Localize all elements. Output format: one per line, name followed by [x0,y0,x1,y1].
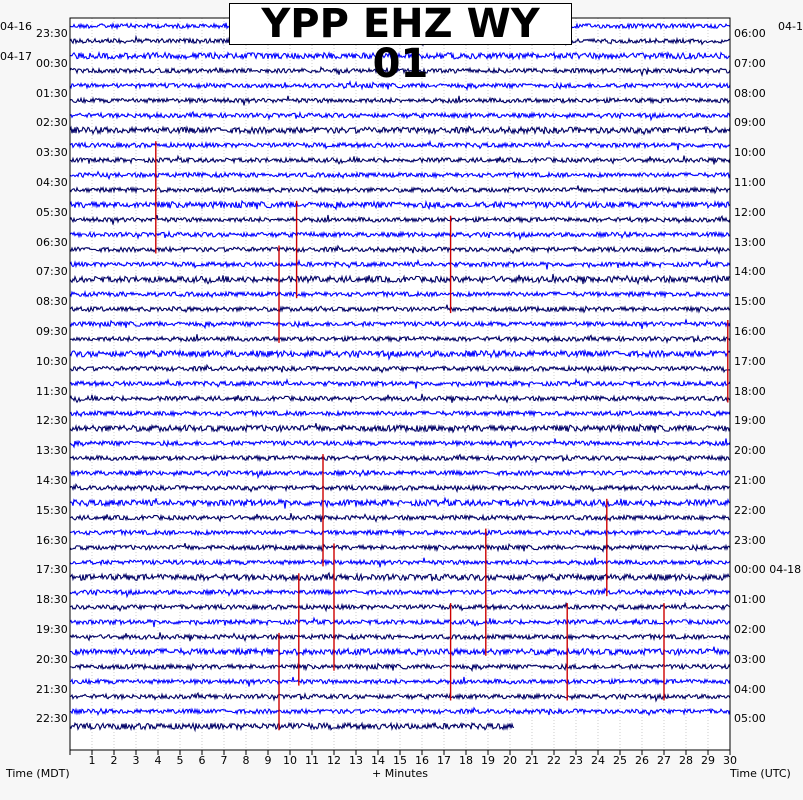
x-tick-label: 21 [525,754,539,767]
left-time-label: 00:30 [36,56,68,70]
left-axis-title: Time (MDT) [6,767,70,780]
right-time-label: 04:00 [734,682,766,696]
right-time-label: 18:00 [734,384,766,398]
left-time-label: 16:30 [36,533,68,547]
right-time-label: 02:00 [734,623,766,636]
left-time-label: 05:30 [36,205,68,219]
left-date-label-second: 04-17 [0,50,32,63]
left-time-label: 14:30 [36,474,68,487]
right-time-label: 14:00 [734,265,766,279]
x-tick-label: 24 [591,754,605,767]
x-tick-label: 22 [547,754,561,767]
x-tick-label: 11 [305,754,319,767]
left-time-label: 04:30 [36,176,68,189]
x-tick-label: 29 [701,754,715,767]
x-tick-label: 9 [264,754,272,767]
right-axis-title: Time (UTC) [730,767,791,780]
x-tick-label: 2 [110,754,118,767]
x-tick-label: 30 [723,754,737,767]
x-axis-ticks [70,750,737,767]
right-time-label: 16:00 [734,325,766,338]
x-tick-label: 26 [635,754,649,767]
right-time-label: 13:00 [734,235,766,249]
x-tick-label: 15 [393,754,407,767]
right-time-label: 23:00 [734,533,766,547]
x-tick-label: 13 [349,754,363,767]
left-time-label: 11:30 [36,384,68,398]
right-time-label: 00:00 04-18 [734,563,802,577]
left-time-label: 15:30 [36,503,68,517]
left-time-label: 13:30 [36,444,68,458]
x-tick-label: 25 [613,754,627,767]
left-time-label: 19:30 [36,623,68,636]
x-tick-label: 1 [88,754,96,767]
right-time-label: 03:00 [734,652,766,666]
right-time-label: 20:00 [734,444,766,458]
x-tick-label: 7 [220,754,228,767]
right-time-label: 05:00 [734,712,766,726]
left-time-label: 21:30 [36,682,68,696]
left-time-label: 22:30 [36,712,68,726]
left-time-label: 01:30 [36,86,68,100]
right-time-label: 12:00 [734,205,766,219]
x-tick-label: 8 [242,754,250,767]
left-time-label: 10:30 [36,354,68,368]
x-tick-label: 3 [132,754,140,767]
left-time-label: 12:30 [36,414,68,428]
x-tick-label: 14 [371,754,385,767]
right-time-label: 09:00 [734,116,766,130]
right-time-label: 08:00 [734,86,766,100]
x-tick-label: 5 [176,754,184,767]
x-tick-label: 6 [198,754,206,767]
x-tick-label: 12 [327,754,341,767]
left-time-label: 20:30 [36,652,68,666]
left-time-label: 06:30 [36,235,68,249]
right-time-label: 19:00 [734,414,766,428]
x-tick-label: 27 [657,754,671,767]
x-tick-label: 4 [154,754,162,767]
right-time-label: 10:00 [734,146,766,160]
left-time-label: 09:30 [36,325,68,338]
right-time-label: 17:00 [734,354,766,368]
right-time-label: 22:00 [734,503,766,517]
left-time-label: 08:30 [36,295,68,309]
right-time-label: 21:00 [734,474,766,487]
left-time-label: 23:30 [36,27,68,40]
x-tick-label: 16 [415,754,429,767]
right-time-label: 15:00 [734,295,766,309]
left-time-label: 18:30 [36,593,68,607]
right-time-label: 01:00 [734,593,766,607]
left-time-label: 02:30 [36,116,68,130]
x-tick-label: 23 [569,754,583,767]
left-date-label-top: 04-16 [0,20,32,33]
right-time-label: 11:00 [734,176,766,189]
x-tick-label: 28 [679,754,693,767]
x-axis-title: + Minutes [372,767,429,780]
x-tick-label: 20 [503,754,517,767]
right-date-label-top: 04-1 [778,20,803,33]
left-time-label: 17:30 [36,563,68,577]
x-tick-label: 19 [481,754,495,767]
left-time-label: 07:30 [36,265,68,279]
right-time-label: 07:00 [734,56,766,70]
x-tick-label: 18 [459,754,473,767]
chart-title: YPP EHZ WY 01 [229,3,572,45]
right-time-label: 06:00 [734,27,766,40]
x-tick-label: 17 [437,754,451,767]
x-tick-label: 10 [283,754,297,767]
left-time-label: 03:30 [36,146,68,160]
